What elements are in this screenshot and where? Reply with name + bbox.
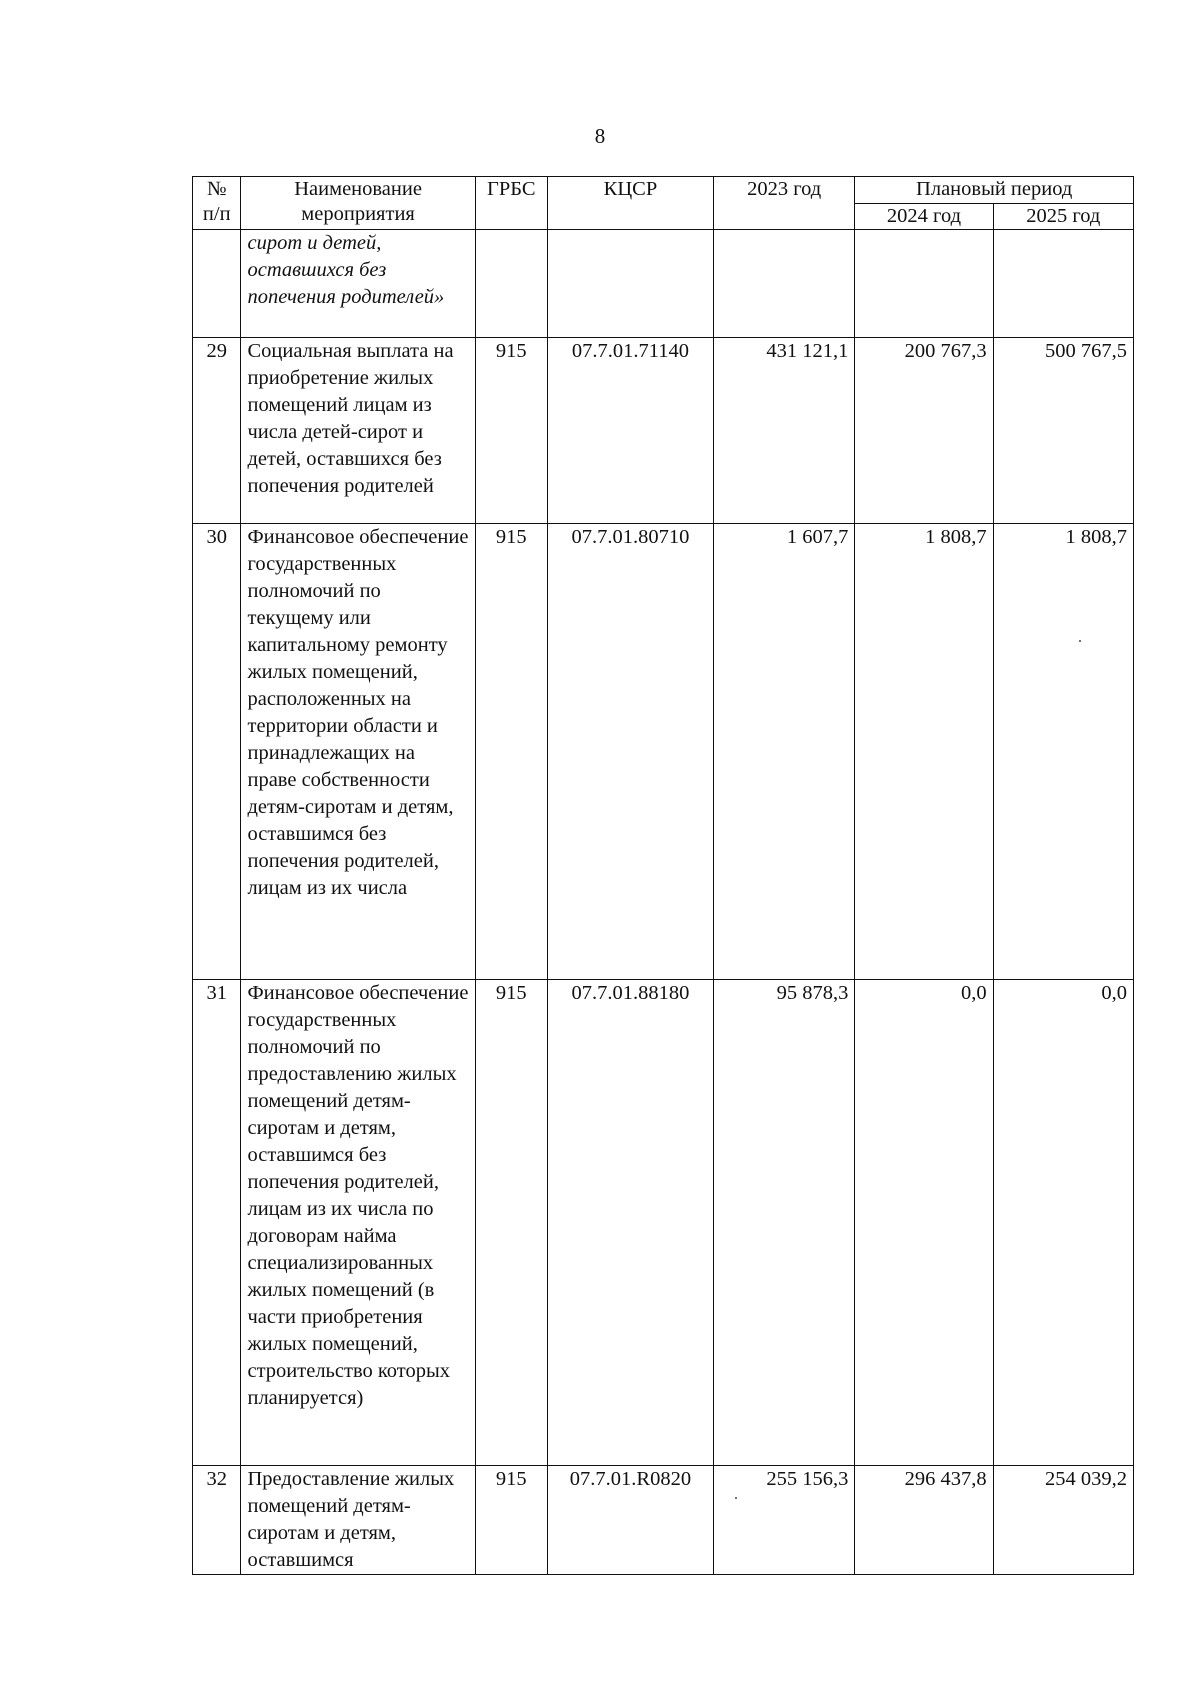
header-year-2025: 2025 год xyxy=(993,204,1133,230)
table-row xyxy=(193,524,1134,980)
row-2025: 0,0 xyxy=(993,980,1133,1466)
row-2024: 200 767,3 xyxy=(855,338,993,524)
header-planned-period: Плановый период xyxy=(855,177,1134,204)
row-2023: 1 607,7 xyxy=(714,524,855,980)
scan-speck xyxy=(1079,640,1081,642)
header-grbs: ГРБС xyxy=(475,177,547,230)
header-kcsr: КЦСР xyxy=(547,177,713,230)
table-row-continuation xyxy=(193,230,1134,338)
row-num: 30 xyxy=(193,524,241,980)
row-name: Предоставление жилых помещений детям-сиротам и детям, оставшимся xyxy=(241,1466,475,1575)
row-2024: 1 808,7 xyxy=(855,524,993,980)
header-year-2023: 2023 год xyxy=(714,177,855,230)
row-name: Финансовое обеспечение государственных полномочий по предоставлению жилых помещений детям-сиротам и детям, оставшимся без попечения родителей, лицам из их числа по договорам найма специализированных жилых помещений (в части приобретения жилых помещений, строительство которых планируется) xyxy=(241,980,475,1466)
table-body xyxy=(193,230,1134,1575)
row-kcsr: 07.7.01.71140 xyxy=(547,338,713,524)
row-2023: 431 121,1 xyxy=(714,338,855,524)
row-kcsr: 07.7.01.80710 xyxy=(547,524,713,980)
table-row xyxy=(193,980,1134,1466)
row-kcsr: 07.7.01.88180 xyxy=(547,980,713,1466)
row-2025: 500 767,5 xyxy=(993,338,1133,524)
header-num xyxy=(193,177,241,230)
row-num: 32 xyxy=(193,1466,241,1575)
row-grbs: 915 xyxy=(475,338,547,524)
continuation-name: сирот и детей, оставшихся без попечения родителей» xyxy=(241,230,475,338)
row-2024: 0,0 xyxy=(855,980,993,1466)
header-name: Наименование мероприятия xyxy=(241,177,475,230)
row-grbs: 915 xyxy=(475,1466,547,1575)
row-grbs: 915 xyxy=(475,980,547,1466)
page-number: 8 xyxy=(594,124,606,148)
header-num-line1: № xyxy=(206,178,227,200)
row-kcsr: 07.7.01.R0820 xyxy=(547,1466,713,1575)
table-header xyxy=(193,177,1134,230)
row-num: 29 xyxy=(193,338,241,524)
table-row xyxy=(193,1466,1134,1575)
header-year-2024: 2024 год xyxy=(855,204,993,230)
row-name: Финансовое обеспечение государственных полномочий по текущему или капитальному ремонту жилых помещений, расположенных на территории области и принадлежащих на праве собственности детям-сиротам и детям, оставшимся без попечения родителей, лицам из их числа xyxy=(241,524,475,980)
budget-table xyxy=(192,176,1134,1575)
table-row xyxy=(193,338,1134,524)
row-2023: 95 878,3 xyxy=(714,980,855,1466)
row-2025: 254 039,2 xyxy=(993,1466,1133,1575)
row-2024: 296 437,8 xyxy=(855,1466,993,1575)
row-2023: 255 156,3 xyxy=(714,1466,855,1575)
row-2025: 1 808,7 xyxy=(993,524,1133,980)
row-grbs: 915 xyxy=(475,524,547,980)
scan-speck xyxy=(735,1497,737,1499)
header-num-line2: п/п xyxy=(202,203,231,225)
row-num: 31 xyxy=(193,980,241,1466)
row-name: Социальная выплата на приобретение жилых помещений лицам из числа детей-сирот и детей, оставшихся без попечения родителей xyxy=(241,338,475,524)
